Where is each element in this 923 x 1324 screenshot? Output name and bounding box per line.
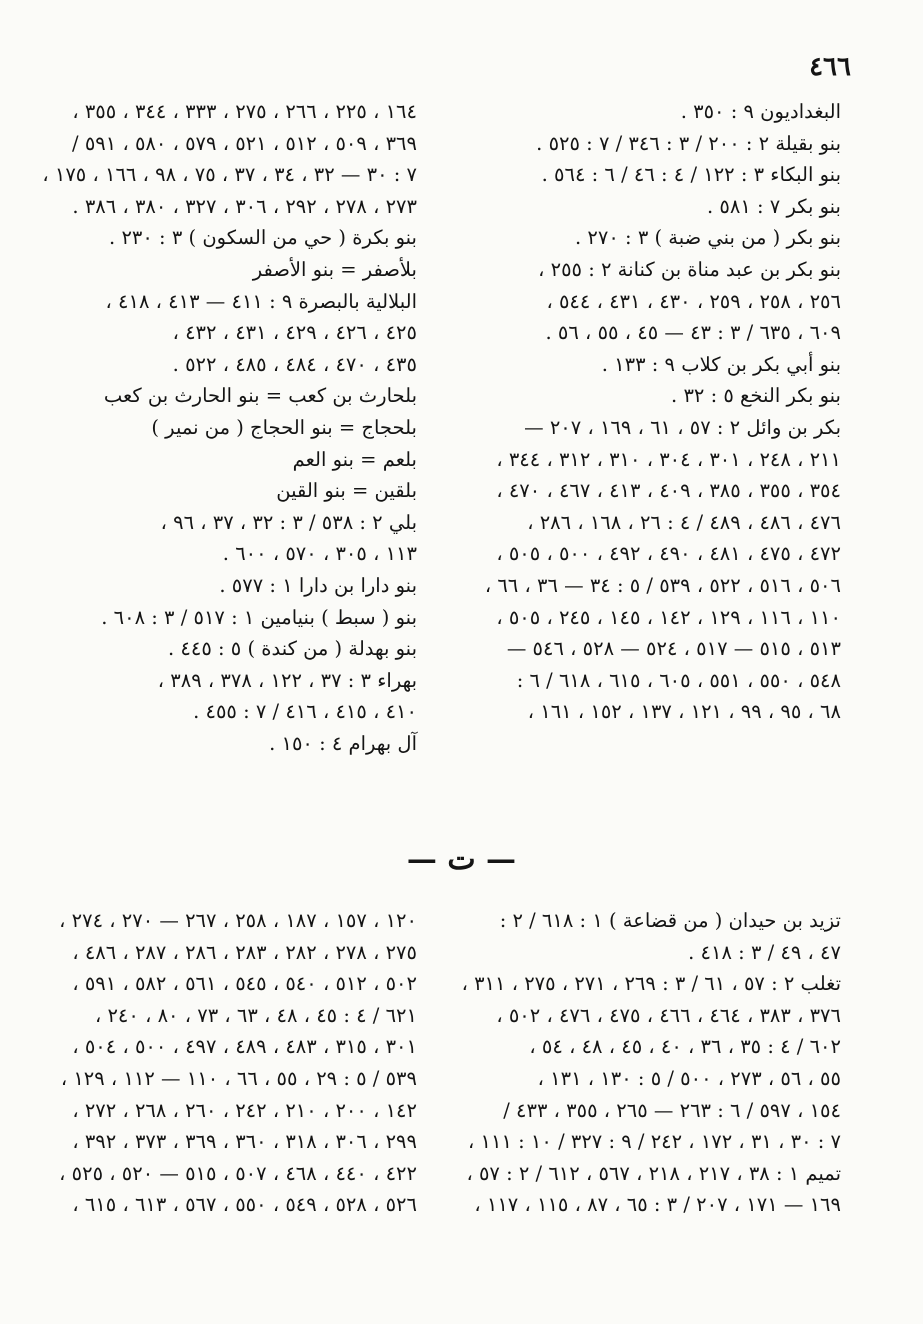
index-column-top-left — [42, 96, 417, 759]
index-entry-line: بنو بكرة ( حي من السكون ) ٣ : ٢٣٠ . — [109, 226, 417, 250]
index-entry-line: بلحجاج = بنو الحجاج ( من نمير ) — [151, 415, 417, 439]
index-entry-line: ٥٣٩ / ٥ : ٢٩ ، ٥٥ ، ٦٦ ، ١١٠ — ١١٢ ، ١٢٩ ، — [60, 1066, 417, 1090]
index-entry-line: تزيد بن حيدان ( من قضاعة ) ١ : ٦١٨ / ٢ : — [499, 909, 841, 932]
index-entry-line: بلعم = بنو العم — [292, 447, 417, 471]
index-entry-line: بلأصفر = بنو الأصفر — [252, 257, 417, 281]
index-column-top-right — [461, 96, 841, 728]
index-entry-line: ٤٧ ، ٤٩ / ٣ : ٤١٨ . — [688, 940, 841, 964]
index-entry-line: بنو بهدلة ( من كندة ) ٥ : ٤٤٥ . — [167, 637, 417, 661]
index-entry-line: بلحارث بن كعب = بنو الحارث بن كعب — [103, 384, 417, 408]
index-entry-line: ٤٣٥ ، ٤٧٠ ، ٤٨٤ ، ٤٨٥ ، ٥٢٢ . — [172, 352, 417, 376]
index-entry-line: بلي ٢ : ٥٣٨ / ٣ : ٣٢ ، ٣٧ ، ٩٦ ، — [160, 510, 417, 534]
index-entry-line: ٣٠١ ، ٣١٥ ، ٤٨٣ ، ٤٨٩ ، ٤٩٧ ، ٥٠٠ ، ٥٠٤ ، — [72, 1035, 417, 1059]
index-entry-line: ٣٥٤ ، ٣٥٥ ، ٣٨٥ ، ٤٠٩ ، ٤١٣ ، ٤٦٧ ، ٤٧٠ ، — [496, 479, 841, 503]
index-entry-line: ١١٣ ، ٣٠٥ ، ٥٧٠ ، ٦٠٠ . — [222, 542, 417, 566]
index-entry-line: ١١٠ ، ١١٦ ، ١٢٩ ، ١٤٢ ، ١٤٥ ، ٢٤٥ ، ٥٠٥ ، — [496, 605, 841, 629]
index-entry-line: ١٢٠ ، ١٥٧ ، ١٨٧ ، ٢٥٨ ، ٢٦٧ — ٢٧٠ ، ٢٧٤ ، — [59, 909, 417, 932]
index-entry-line: بلقين = بنو القين — [276, 479, 417, 503]
index-entry-line: ٢٧٣ ، ٢٧٨ ، ٢٩٢ ، ٣٠٦ ، ٣٢٧ ، ٣٨٠ ، ٣٨٦ . — [72, 194, 417, 218]
index-column-bottom-right — [461, 905, 841, 1221]
index-entry-line: ٤١٠ ، ٤١٥ ، ٤١٦ / ٧ : ٤٥٥ . — [193, 700, 417, 724]
index-entry-line: ٤٧٦ ، ٤٨٦ ، ٤٨٩ / ٤ : ٢٦ ، ١٦٨ ، ٢٨٦ ، — [527, 510, 841, 534]
index-entry-line: بنو ( سبط ) بنيامين ١ : ٥١٧ / ٣ : ٦٠٨ . — [101, 605, 417, 629]
index-entry-line: ٢٥٦ ، ٢٥٨ ، ٢٥٩ ، ٤٣٠ ، ٤٣١ ، ٥٤٤ ، — [546, 289, 841, 313]
index-entry-line: ٤٢٥ ، ٤٢٦ ، ٤٢٩ ، ٤٣١ ، ٤٣٢ ، — [172, 321, 417, 345]
index-entry-line: ٦٢١ / ٤ : ٤٥ ، ٤٨ ، ٦٣ ، ٧٣ ، ٨٠ ، ٢٤٠ ، — [94, 1003, 417, 1027]
index-entry-line: ٧ : ٣٠ ، ٣١ ، ١٧٢ ، ٢٤٢ / ٩ : ٣٢٧ / ١٠ : ١١١ ، — [468, 1130, 841, 1154]
index-entry-line: بنو بقيلة ٢ : ٢٠٠ / ٣ : ٣٤٦ / ٧ : ٥٢٥ . — [536, 131, 841, 155]
index-entry-line: آل بهرام ٤ : ١٥٠ . — [269, 731, 417, 755]
index-entry-line: تغلب ٢ : ٥٧ ، ٦١ / ٣ : ٢٦٩ ، ٢٧١ ، ٢٧٥ ، ٣١١ ، — [461, 972, 841, 996]
page-number: ٤٦٦ — [809, 52, 851, 82]
index-entry-line: بنو البكاء ٣ : ١٢٢ / ٤ : ٤٦ / ٦ : ٥٦٤ . — [541, 163, 841, 187]
index-entry-line: ٥٠٦ ، ٥١٦ ، ٥٢٢ ، ٥٣٩ / ٥ : ٣٤ — ٣٦ ، ٦٦ ، — [484, 573, 841, 597]
index-entry-line: بنو أبي بكر بن كلاب ٩ : ١٣٣ . — [601, 352, 841, 376]
index-entry-line: ٥١٣ ، ٥١٥ — ٥١٧ ، ٥٢٤ — ٥٢٨ ، ٥٤٦ — — [506, 637, 841, 661]
index-entry-line: ٧ : ٣٠ — ٣٢ ، ٣٤ ، ٣٧ ، ٧٥ ، ٩٨ ، ١٦٦ ، ١٧٥ ، — [42, 163, 417, 187]
index-entry-line: ١٤٢ ، ٢٠٠ ، ٢١٠ ، ٢٤٢ ، ٢٦٠ ، ٢٦٨ ، ٢٧٢ ، — [72, 1098, 417, 1122]
index-entry-line: بنو بكر ( من بني ضبة ) ٣ : ٢٧٠ . — [575, 226, 841, 250]
index-entry-line: ٣٦٩ ، ٥٠٩ ، ٥١٢ ، ٥٢١ ، ٥٧٩ ، ٥٨٠ ، ٥٩١ / — [72, 131, 417, 155]
index-entry-line: بنو بكر النخع ٥ : ٣٢ . — [671, 384, 841, 408]
index-entry-line: ٤٢٢ ، ٤٤٠ ، ٤٦٨ ، ٥٠٧ ، ٥١٥ — ٥٢٠ ، ٥٢٥ ، — [59, 1161, 417, 1185]
index-entry-line: ٥٤٨ ، ٥٥٠ ، ٥٥١ ، ٦٠٥ ، ٦١٥ ، ٦١٨ / ٦ : — [516, 668, 841, 692]
index-entry-line: بنو دارا بن دارا ١ : ٥٧٧ . — [219, 573, 417, 597]
index-entry-line: بكر بن وائل ٢ : ٥٧ ، ٦١ ، ١٦٩ ، ٢٠٧ — — [524, 415, 841, 439]
index-entry-line: ١٦٩ — ١٧١ ، ٢٠٧ / ٣ : ٦٥ ، ٨٧ ، ١١٥ ، ١١٧ ، — [474, 1193, 841, 1217]
section-heading: — ت — — [406, 842, 517, 877]
index-entry-line: ٦٨ ، ٩٥ ، ٩٩ ، ١٢١ ، ١٣٧ ، ١٥٢ ، ١٦١ ، — [527, 700, 841, 724]
index-entry-line: بنو بكر ٧ : ٥٨١ . — [706, 194, 841, 218]
index-entry-line: تميم ١ : ٣٨ ، ٢١٧ ، ٢١٨ ، ٥٦٧ ، ٦١٢ / ٢ : ٥٧ ، — [466, 1161, 841, 1185]
index-entry-line: ٢١١ ، ٢٤٨ ، ٣٠١ ، ٣٠٤ ، ٣١٠ ، ٣١٢ ، ٣٤٤ ، — [496, 447, 841, 471]
index-entry-line: ٢٧٥ ، ٢٧٨ ، ٢٨٢ ، ٢٨٣ ، ٢٨٦ ، ٢٨٧ ، ٤٨٦ ، — [72, 940, 417, 964]
index-entry-line: ٢٩٩ ، ٣٠٦ ، ٣١٨ ، ٣٦٠ ، ٣٦٩ ، ٣٧٣ ، ٣٩٢ ، — [72, 1130, 417, 1154]
index-entry-line: ٣٧٦ ، ٣٨٣ ، ٤٦٤ ، ٤٦٦ ، ٤٧٥ ، ٤٧٦ ، ٥٠٢ ، — [496, 1003, 841, 1027]
index-column-bottom-left — [57, 905, 417, 1221]
index-entry-line: ١٥٤ ، ٥٩٧ / ٦ : ٢٦٣ — ٢٦٥ ، ٣٥٥ ، ٤٣٣ / — [503, 1098, 841, 1122]
index-entry-line: ٥٥ ، ٥٦ ، ٢٧٣ ، ٥٠٠ / ٥ : ١٣٠ ، ١٣١ ، — [537, 1066, 841, 1090]
index-entry-line: بنو بكر بن عبد مناة بن كنانة ٢ : ٢٥٥ ، — [538, 257, 841, 281]
index-entry-line: ٥٠٢ ، ٥١٢ ، ٥٤٠ ، ٥٤٥ ، ٥٦١ ، ٥٨٢ ، ٥٩١ ، — [72, 972, 417, 996]
index-entry-line: البلالية بالبصرة ٩ : ٤١١ — ٤١٣ ، ٤١٨ ، — [105, 289, 417, 313]
index-entry-line: ١٦٤ ، ٢٢٥ ، ٢٦٦ ، ٢٧٥ ، ٣٣٣ ، ٣٤٤ ، ٣٥٥ ، — [72, 100, 417, 123]
index-entry-line: البغداديون ٩ : ٣٥٠ . — [680, 100, 841, 123]
index-entry-line: بهراء ٣ : ٣٧ ، ١٢٢ ، ٣٧٨ ، ٣٨٩ ، — [157, 668, 417, 692]
index-entry-line: ٦٠٢ / ٤ : ٣٥ ، ٣٦ ، ٤٠ ، ٤٥ ، ٤٨ ، ٥٤ ، — [529, 1035, 841, 1059]
index-entry-line: ٦٠٩ ، ٦٣٥ / ٣ : ٤٣ — ٤٥ ، ٥٥ ، ٥٦ . — [545, 321, 841, 345]
index-entry-line: ٤٧٢ ، ٤٧٥ ، ٤٨١ ، ٤٩٠ ، ٤٩٢ ، ٥٠٠ ، ٥٠٥ ، — [496, 542, 841, 566]
index-entry-line: ٥٢٦ ، ٥٢٨ ، ٥٤٩ ، ٥٥٠ ، ٥٦٧ ، ٦١٣ ، ٦١٥ ، — [72, 1193, 417, 1217]
